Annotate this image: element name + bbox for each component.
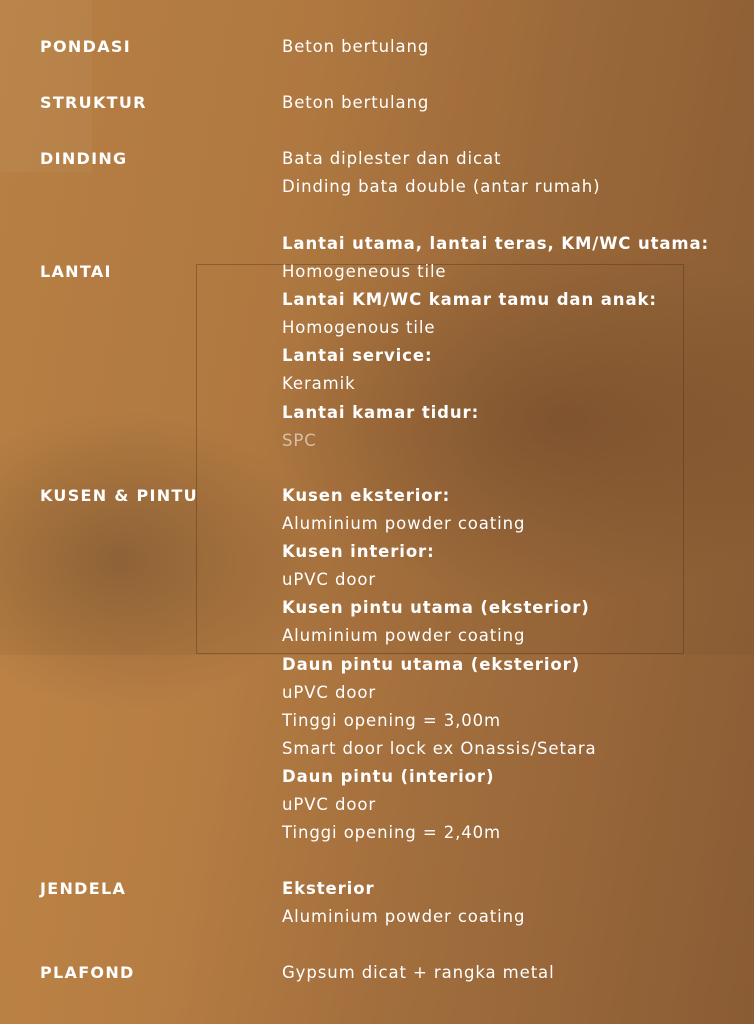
spec-label-pondasi: PONDASI (40, 37, 131, 56)
spec-subheading: Lantai service: (282, 346, 433, 366)
spec-label-jendela: JENDELA (40, 879, 127, 898)
spec-value: uPVC door (282, 570, 377, 590)
spec-value: Keramik (282, 374, 356, 394)
spec-value: Bata diplester dan dicat (282, 149, 502, 168)
spec-value: Beton bertulang (282, 93, 430, 112)
spec-values (282, 230, 742, 455)
spec-value: SPC (282, 430, 317, 450)
spec-subheading: Lantai kamar tidur: (282, 402, 480, 422)
spec-subheading: Eksterior (282, 879, 375, 898)
spec-values (282, 89, 742, 117)
spec-subheading: Kusen pintu utama (eksterior) (282, 598, 590, 618)
spec-value: Dinding bata double (antar rumah) (282, 177, 601, 197)
spec-value: Aluminium powder coating (282, 514, 526, 534)
spec-values (282, 482, 742, 847)
spec-value: uPVC door (282, 795, 377, 815)
spec-values (282, 959, 742, 987)
spec-values (282, 875, 742, 931)
spec-values (282, 33, 742, 61)
spec-subheading: Kusen interior: (282, 542, 435, 562)
spec-value: Gypsum dicat + rangka metal (282, 963, 555, 982)
spec-value: Smart door lock ex Onassis/Setara (282, 738, 597, 758)
spec-label-lantai: LANTAI (40, 262, 112, 281)
spec-value: Beton bertulang (282, 37, 430, 56)
spec-label-plafond: PLAFOND (40, 963, 135, 982)
spec-value: Tinggi opening = 3,00m (282, 710, 502, 730)
spec-value: Homogenous tile (282, 318, 436, 338)
spec-subheading: Kusen eksterior: (282, 486, 451, 505)
spec-values (282, 145, 742, 201)
spec-value: Tinggi opening = 2,40m (282, 823, 502, 843)
spec-value: Aluminium powder coating (282, 626, 526, 646)
spec-value: Aluminium powder coating (282, 907, 526, 927)
spec-subheading: Daun pintu utama (eksterior) (282, 654, 581, 674)
spec-label-struktur: STRUKTUR (40, 93, 147, 112)
spec-value: Homogeneous tile (282, 262, 447, 282)
spec-label-dinding: DINDING (40, 149, 128, 168)
spec-label-kusen-pintu: KUSEN & PINTU (40, 486, 198, 505)
spec-subheading: Lantai utama, lantai teras, KM/WC utama: (282, 234, 710, 253)
spec-subheading: Lantai KM/WC kamar tamu dan anak: (282, 290, 657, 310)
background-panel-corner (0, 0, 92, 172)
spec-value: uPVC door (282, 682, 377, 702)
spec-subheading: Daun pintu (interior) (282, 766, 495, 786)
